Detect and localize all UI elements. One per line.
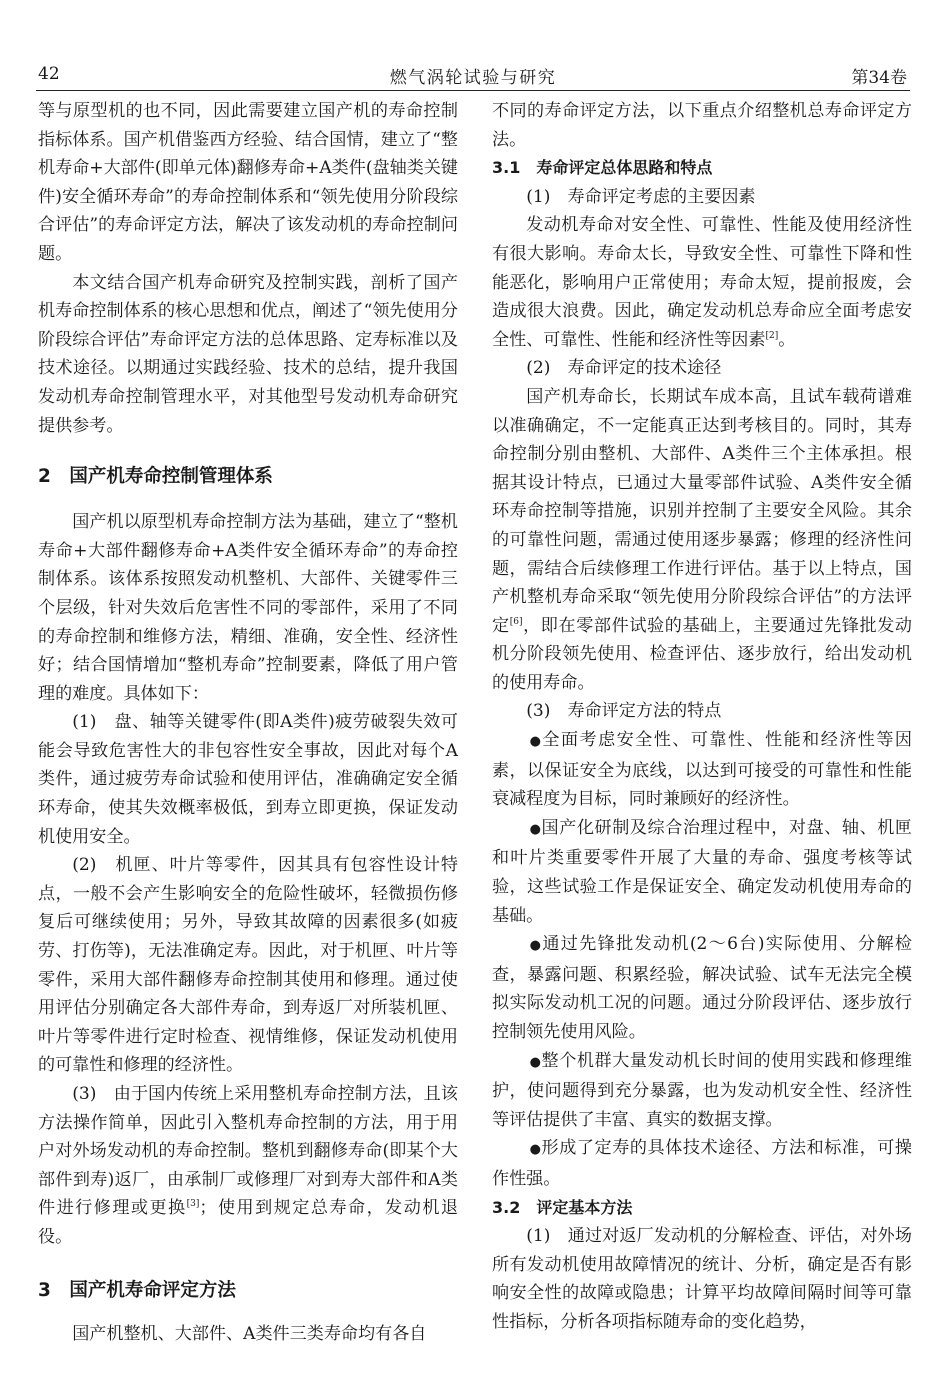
section-2-item-2: (2) 机匣、叶片等零件，因其具有包容性设计特点，一般不会产生影响安全的危险性破坏，轻微损伤修复后可继续使用；另外，导致其故障的因素很多(如疲劳、打伤等)，无法准确定寿。因此，对于机匣、叶片等零件，采用大部件翻修寿命控制其使用和修理。通过使用评估分别确定各大部件寿命，到寿返厂对所装机匣、叶片等零件进行定时检查、视情维修，保证发动机使用的可靠性和修理的经济性。 <box>38 855 458 1076</box>
bullet-icon: ● <box>529 938 543 954</box>
journal-title: 燃气涡轮试验与研究 <box>389 68 557 88</box>
section-3-paragraph-continued: 不同的寿命评定方法，以下重点介绍整机总寿命评定方法。 <box>492 101 912 150</box>
intro-paragraph-continued: 等与原型机的也不同，因此需要建立国产机的寿命控制指标体系。国产机借鉴西方经验、结合国情，建立了“整机寿命+大部件(即单元体)翻修寿命+A类件(盘轴类关键件)安全循环寿命”的寿命控制体系和“领先使用分阶段综合评估”的寿命评定方法，解决了该发动机的寿命控制问题。 <box>38 101 458 264</box>
section-3-2-heading: 3.2 评定基本方法 <box>492 1197 633 1217</box>
bullet-item-1: ●全面考虑安全性、可靠性、性能和经济性等因素，以保证安全为底线，以达到可接受的可靠性和性能衰减程度为目标，同时兼顾好的经济性。 <box>492 730 913 810</box>
page-number: 42 <box>38 64 60 84</box>
section-2-item-3: (3) 由于国内传统上采用整机寿命控制方法，且该方法操作简单，因此引入整机寿命控制的方法，用于用户对外场发动机的寿命控制。整机到翻修寿命(即某个大部件到寿)返厂，由承制厂或修理厂对到寿大部件和A类件进行修理或更换[3]；使用到规定总寿命，发动机退役。 <box>38 1084 459 1247</box>
section-3-1-heading: 3.1 寿命评定总体思路和特点 <box>492 158 713 178</box>
page-header <box>36 56 910 91</box>
bullet-icon: ● <box>529 734 543 750</box>
subheading-3-1-2: (2) 寿命评定的技术途径 <box>526 358 722 379</box>
bullet-item-4: ●整个机群大量发动机长时间的使用实践和修理维护，使问题得到充分暴露，也为发动机安全性、经济性等评估提供了丰富、真实的数据支撑。 <box>492 1050 913 1130</box>
citation-3: [3] <box>186 1199 200 1210</box>
bullet-item-5: ●形成了定寿的具体技术途径、方法和标准，可操作性强。 <box>492 1138 913 1189</box>
section-3-paragraph: 国产机整机、大部件、A类件三类寿命均有各自 <box>72 1323 427 1344</box>
bullet-icon: ● <box>529 1142 542 1158</box>
volume-label: 第34卷 <box>851 68 907 88</box>
citation-2: [2] <box>765 330 779 341</box>
left-column <box>38 97 458 1348</box>
bullet-icon: ● <box>529 821 542 837</box>
technical-approach-paragraph: 国产机寿命长，长期试车成本高，且试车载荷谱难以准确确定，不一定能真正达到考核目的。同时，其寿命控制分别由整机、大部件、A类件三个主体承担。根据其设计特点，已通过大量零部件试验、A类件安全循环寿命控制等措施，识别并控制了主要安全风险。其余的可靠性问题，需通过使用逐步暴露；修理的经济性问题，需结合后续修理工作进行评估。基于以上特点，国产机整机寿命采取“领先使用分阶段综合评估”的方法评定[6]，即在零部件试验的基础上，主要通过先锋批发动机分阶段领先使用、检查评估、逐步放行，给出发动机的使用寿命。 <box>492 386 913 693</box>
bullet-item-2: ●国产化研制及综合治理过程中，对盘、轴、机匣和叶片类重要零件开展了大量的寿命、强度考核等试验，这些试验工作是保证安全、确定发动机使用寿命的基础。 <box>492 817 913 926</box>
bullet-item-3: ●通过先锋批发动机(2～6台)实际使用、分解检查，暴露问题、积累经验，解决试验、试车无法完全模拟实际发动机工况的问题。通过分阶段评估、逐步放行控制领先使用风险。 <box>492 934 913 1042</box>
subheading-3-1-3: (3) 寿命评定方法的特点 <box>526 701 722 722</box>
section-2-paragraph: 国产机以原型机寿命控制方法为基础，建立了“整机寿命+大部件翻修寿命+A类件安全循环寿命”的寿命控制体系。该体系按照发动机整机、大部件、关键零件三个层级，针对失效后危害性不同的零部件，采用了不同的寿命控制和维修方法，精细、准确，安全性、经济性好；结合国情增加“整机寿命”控制要素，降低了用户管理的难度。具体如下： <box>38 512 458 704</box>
subheading-3-1-1: (1) 寿命评定考虑的主要因素 <box>526 186 756 207</box>
citation-6: [6] <box>509 616 523 627</box>
section-2-item-1: (1) 盘、轴等关键零件(即A类件)疲劳破裂失效可能会导致危害性大的非包容性安全事故，因此对每个A类件，通过疲劳寿命试验和使用评估，准确确定安全循环寿命，使其失效概率极低，到寿立即更换，保证发动机使用安全。 <box>38 712 458 847</box>
method-paragraph: (1) 通过对返厂发动机的分解检查、评估，对外场所有发动机使用故障情况的统计、分析，确定是否有影响安全性的故障或隐患；计算平均故障间隔时间等可靠性指标，分析各项指标随寿命的变化趋势， <box>492 1226 912 1332</box>
section-3-heading: 3 国产机寿命评定方法 <box>38 1279 236 1301</box>
intro-paragraph: 本文结合国产机寿命研究及控制实践，剖析了国产机寿命控制体系的核心思想和优点，阐述了“领先使用分阶段综合评估”寿命评定方法的总体思路、定寿标准以及技术途径。以期通过实践经验、技术的总结，提升我国发动机寿命控制管理水平，对其他型号发动机寿命研究提供参考。 <box>38 272 458 436</box>
section-2-heading: 2 国产机寿命控制管理体系 <box>38 466 273 488</box>
bullet-icon: ● <box>529 1054 542 1070</box>
right-column <box>492 97 912 1337</box>
factors-paragraph: 发动机寿命对安全性、可靠性、性能及使用经济性有很大影响。寿命太长，导致安全性、可靠性下降和性能恶化，影响用户正常使用；寿命太短，提前报废，会造成很大浪费。因此，确定发动机总寿命应全面考虑安全性、可靠性、性能和经济性等因素[2]。 <box>492 215 912 350</box>
